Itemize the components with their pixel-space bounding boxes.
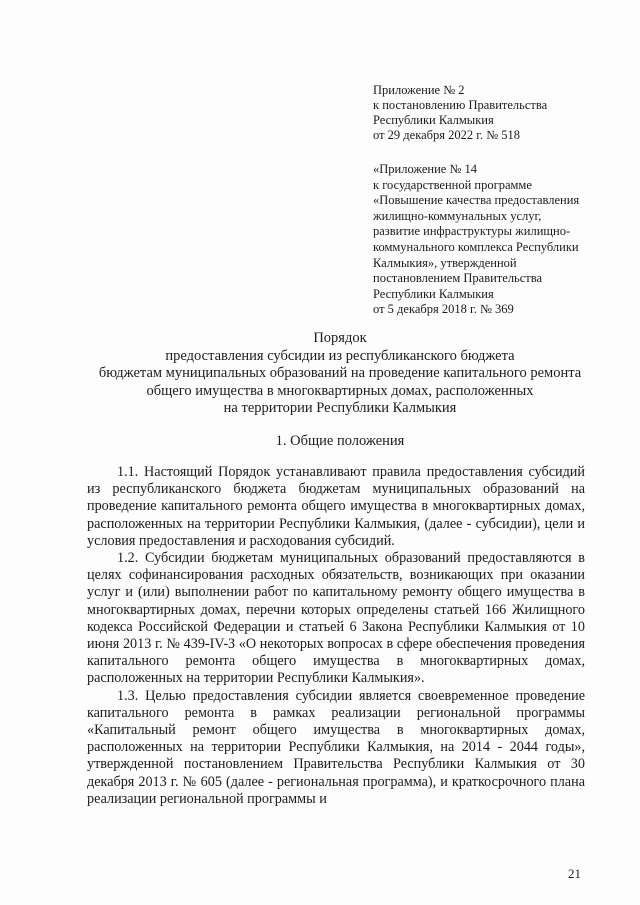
prior-appendix-line: жилищно-коммунальных услуг,: [373, 208, 542, 223]
title-line: предоставления субсидии из республиканского бюджета: [165, 347, 515, 364]
page-number: 21: [568, 866, 581, 881]
paragraph: 1.1. Настоящий Порядок устанавливают правила предоставления субсидий из республиканского бюджета бюджетам муниципальных образований на проведение капитального ремонта общего имущества в многоквартирных домах, расположенных на территории Республики Калмыкия, (далее - субсидии), цели и условия предоставления и расходования субсидий.: [87, 464, 585, 549]
appendix-line: Приложение № 2: [373, 83, 465, 97]
body-text: [87, 464, 585, 808]
appendix-line: от 29 декабря 2022 г. № 518: [373, 128, 521, 142]
prior-appendix-line: к государственной программе: [373, 177, 532, 192]
prior-appendix-line: от 5 декабря 2018 г. № 369: [373, 302, 514, 317]
prior-appendix-line: Калмыкия», утвержденной: [373, 255, 517, 270]
paragraph: 1.2. Субсидии бюджетам муниципальных образований предоставляются в целях софинансирования расходных обязательств, возникающих при оказании услуг и (или) выполнении работ по капитальному ремонту общего имущества в многоквартирных домах, перечни которых определены статьей 166 Жилищного кодекса Российской Федерации и статьей 6 Закона Республики Калмыкия от 10 июня 2013 г. № 439-IV-З «О некоторых вопросах в сфере обеспечения проведения капитального ремонта общего имущества в многоквартирных домах, расположенных на территории Республики Калмыкия».: [87, 550, 585, 687]
prior-appendix-block: [373, 162, 598, 318]
appendix-block: [373, 83, 603, 143]
prior-appendix-line: развитие инфраструктуры жилищно-: [373, 224, 571, 239]
prior-appendix-line: коммунального комплекса Республики: [373, 239, 579, 254]
title-line: на территории Республики Калмыкия: [223, 400, 457, 416]
title-line: Порядок: [313, 330, 367, 346]
title-line: общего имущества в многоквартирных домах, расположенных: [146, 382, 534, 399]
prior-appendix-line: постановлением Правительства: [373, 271, 543, 286]
appendix-line: Республики Калмыкия: [373, 113, 494, 127]
prior-appendix-line: Республики Калмыкия: [373, 286, 494, 301]
appendix-line: к постановлению Правительства: [373, 98, 548, 112]
prior-appendix-line: «Повышение качества предоставления: [373, 193, 580, 208]
prior-appendix-line: «Приложение № 14: [373, 162, 478, 176]
paragraph: 1.3. Целью предоставления субсидии является своевременное проведение капитального ремонта в рамках реализации региональной программы «Капитальный ремонт общего имущества в многоквартирных домах, расположенных на территории Республики Калмыкия, на 2014 - 2044 годы», утвержденной постановлением Правительства Республики Калмыкия от 30 декабря 2013 г. № 605 (далее - региональная программа), и краткосрочного плана реализации региональной программы и: [87, 687, 585, 807]
document-title: [60, 330, 620, 418]
title-line: бюджетам муниципальных образований на проведение капитального ремонта: [98, 365, 582, 381]
section-heading: 1. Общие положения: [275, 433, 405, 449]
